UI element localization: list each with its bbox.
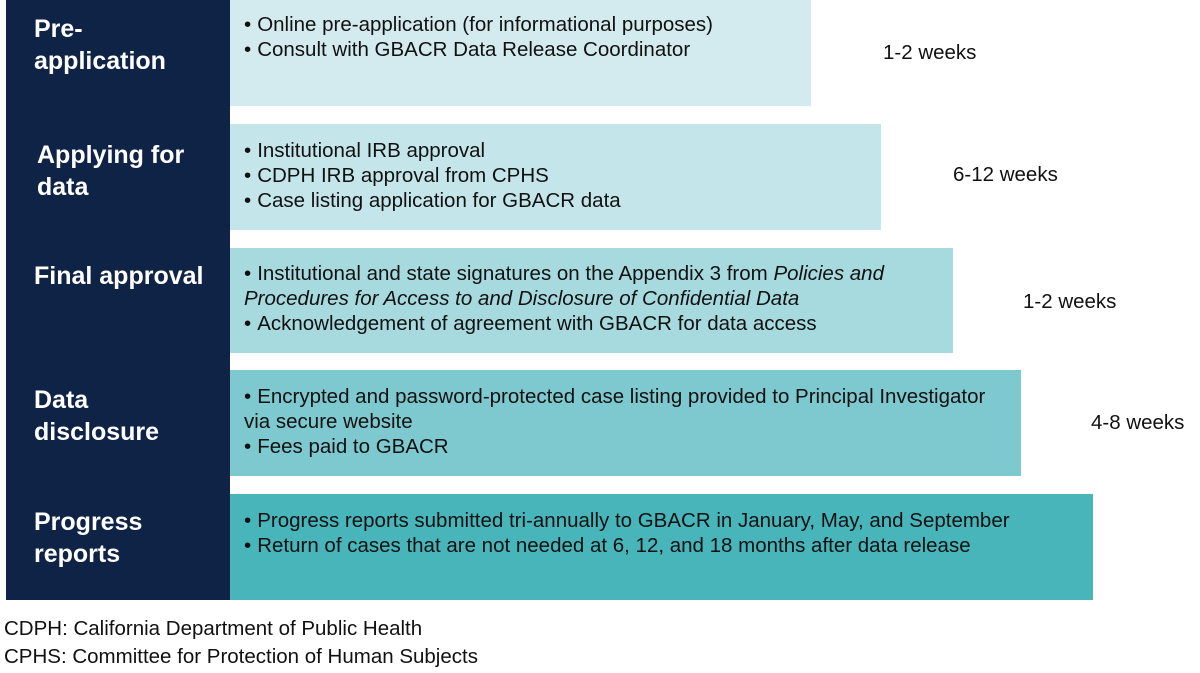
stage-item: • Encrypted and password-protected case listing provided to Principal Investigator via secure website — [244, 385, 986, 433]
duration-pre-application: 1-2 weeks — [883, 41, 977, 64]
stage-item: • Institutional IRB approval — [244, 139, 486, 162]
stage-band-pre-application — [230, 0, 811, 106]
stage-label-data-disclosure: Data disclosure — [34, 386, 160, 446]
stage-band-final-approval — [230, 248, 953, 353]
stage-item: • Fees paid to GBACR — [244, 435, 449, 458]
stage-item: • Institutional and state signatures on the Appendix 3 from Policies and Procedures for Access to and Disclosure of Confidential Data — [244, 262, 884, 310]
duration-applying-for-data: 6-12 weeks — [953, 163, 1058, 186]
duration-final-approval: 1-2 weeks — [1023, 290, 1117, 313]
stage-band-progress-reports — [230, 494, 1093, 600]
duration-data-disclosure: 4-8 weeks — [1091, 411, 1185, 434]
stage-band-applying-for-data — [230, 124, 881, 230]
stage-item: • CDPH IRB approval from CPHS — [244, 164, 549, 187]
stage-item: • Acknowledgement of agreement with GBACR for data access — [244, 312, 817, 335]
stage-label-progress-reports: Progress reports — [34, 508, 143, 568]
stage-label-pre-application: Pre-application — [34, 15, 166, 75]
stage-item: • Case listing application for GBACR data — [244, 189, 621, 212]
stage-band-data-disclosure — [230, 370, 1021, 476]
footnote-cdph: CDPH: California Department of Public Health — [4, 617, 423, 640]
stage-item: • Online pre-application (for informational purposes) — [244, 13, 713, 36]
stage-item: • Return of cases that are not needed at 6, 12, and 18 months after data release — [244, 534, 971, 557]
stage-item: • Consult with GBACR Data Release Coordinator — [244, 38, 691, 61]
stage-item: • Progress reports submitted tri-annually to GBACR in January, May, and September — [244, 509, 1010, 532]
footnote-cphs: CPHS: Committee for Protection of Human Subjects — [4, 645, 478, 668]
stage-label-applying-for-data: Applying for data — [37, 141, 185, 201]
stage-label-final-approval: Final approval — [34, 262, 204, 290]
